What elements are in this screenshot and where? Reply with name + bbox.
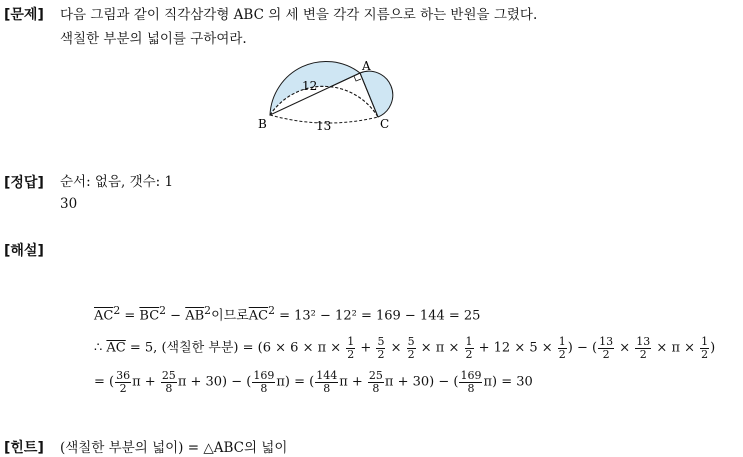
frac-36-2: $\frac{36}{2}$ (116, 369, 131, 395)
answer-value: 30 (60, 196, 78, 212)
eq1-ab: $\overline{AB}$ (185, 308, 205, 324)
explanation-eq1 (94, 304, 480, 323)
frac-1-2-b: $\frac{1}{2}$ (465, 335, 473, 361)
eq1-tail: = 13² − 12² = 169 − 144 = 25 (274, 308, 481, 324)
eq1-sup-ab: 2 (204, 304, 212, 317)
eq2-times-2: × (615, 340, 635, 356)
eq1-bc: $\overline{BC}$ (139, 308, 160, 324)
point-c-label: C (380, 117, 390, 131)
eq1-eq: = (120, 308, 140, 324)
frac-1-2-d: $\frac{1}{2}$ (701, 335, 709, 361)
eq2-mid: = 5, (색칠한 부분) = (6 × 6 × π × (125, 340, 346, 356)
explanation-eq2 (94, 336, 715, 360)
frac-13-2-b: $\frac{13}{2}$ (636, 335, 651, 361)
eq3-p2: π + 30) − ( (177, 374, 252, 390)
explanation-label: [해설] (4, 243, 44, 259)
eq2-p6: × π × (652, 340, 700, 356)
frac-13-2-a: $\frac{13}{2}$ (599, 335, 614, 361)
frac-1-2-a: $\frac{1}{2}$ (347, 335, 355, 361)
eq1-sup-bc: 2 (159, 304, 167, 317)
eq3-p1: π + (132, 374, 160, 390)
eq1-ac: $\overline{AC}$ (94, 308, 114, 324)
eq1-sup-ac2: 2 (268, 304, 275, 317)
frac-169-8-b: $\frac{169}{8}$ (460, 369, 482, 395)
problem-text-line1: 다음 그림과 같이 직각삼각형 ABC 의 세 변을 각각 지름으로 하는 반원을 그렸다. (60, 7, 538, 23)
length-ab-label: 12 (302, 79, 318, 93)
triangle-semicircle-figure (250, 40, 410, 135)
point-a-label: A (362, 59, 371, 73)
eq2-ac: $\overline{AC}$ (106, 340, 126, 356)
eq2-times: × (386, 340, 406, 356)
frac-25-8-b: $\frac{25}{8}$ (368, 369, 383, 395)
eq2-p5: ) − ( (567, 340, 598, 356)
frac-5-2-b: $\frac{5}{2}$ (407, 335, 415, 361)
eq3-p5: π + 30) − ( (384, 374, 459, 390)
hint-label: [힌트] (4, 440, 44, 456)
eq1-word: 이므로 (211, 308, 249, 324)
explanation-eq3 (94, 370, 533, 394)
eq1-minus: − (166, 308, 186, 324)
frac-25-8-a: $\frac{25}{8}$ (161, 369, 176, 395)
frac-1-2-c: $\frac{1}{2}$ (558, 335, 566, 361)
length-bc-label: 13 (316, 119, 332, 133)
eq1-ac-2: $\overline{AC}$ (248, 308, 269, 324)
frac-144-8: $\frac{144}{8}$ (316, 369, 338, 395)
eq1-sup: 2 (113, 304, 121, 317)
answer-meta: 순서: 없음, 갯수: 1 (60, 174, 174, 190)
eq2-p3: × π × (416, 340, 464, 356)
frac-5-2-a: $\frac{5}{2}$ (377, 335, 385, 361)
hint-text: (색칠한 부분의 넓이) = △ABC의 넓이 (60, 440, 288, 456)
eq3-p0: = ( (94, 374, 115, 390)
frac-169-8-a: $\frac{169}{8}$ (253, 369, 275, 395)
eq2-p4: + 12 × 5 × (474, 340, 557, 356)
answer-label: [정답] (4, 175, 44, 191)
problem-label: [문제] (4, 7, 44, 23)
eq2-p7: ) (710, 340, 716, 356)
problem-text-line2: 색칠한 부분의 넓이를 구하여라. (60, 31, 247, 47)
eq2-therefore: ∴ (94, 340, 107, 356)
point-b-label: B (258, 117, 267, 131)
eq3-p6: π) = 30 (483, 374, 533, 390)
eq2-p2: + (356, 340, 376, 356)
eq3-p4: π + (339, 374, 367, 390)
eq3-p3: π) = ( (276, 374, 315, 390)
right-angle-mark (354, 76, 361, 81)
